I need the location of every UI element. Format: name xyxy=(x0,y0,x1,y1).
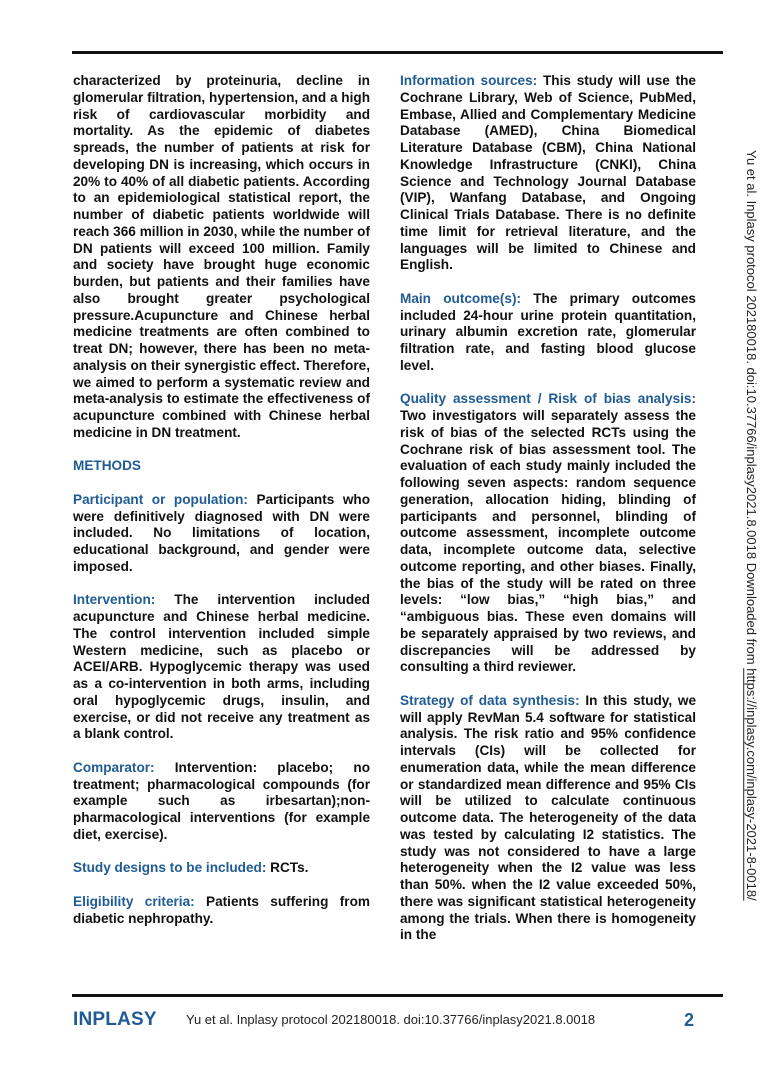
side-download-note xyxy=(744,150,759,901)
section-text: The primary outcomes included 24-hour urine protein quantitation, urinary albumin excretion rate, glomerular filtration rate, and fasting blood glucose level. xyxy=(400,290,696,373)
section-label: Comparator: xyxy=(73,759,155,775)
section-text: This study will use the Cochrane Library, Web of Science, PubMed, Embase, Allied and Complementary Medicine Database (AMED), China Biomedical Literature Database (CBM), China National Knowledge Infrastructure (CNKI), China Science and Technology Journal Database (VIP), Wanfang Database, and Ongoing Clinical Trials Database. There is no definite time limit for retrieval literature, and the languages will be limited to Chinese and English. xyxy=(400,73,696,273)
section-text: Two investigators will separately assess the risk of bias of the selected RCTs using the Cochrane risk of bias assessment tool. The evaluation of each study mainly included the following seven aspects: random sequence generation, allocation hiding, blinding of participants and personnel, blinding of outcome assessment, incomplete outcome data, incomplete outcome data, selective outcome reporting, and other biases. Finally, the bias of the study will be rated on three levels: “low bias,” “high bias,” and “ambiguous bias. These even domains will be separately appraised by two reviews, and discrepancies will be addressed by consulting a third reviewer. xyxy=(400,408,696,675)
section-main-outcomes xyxy=(400,291,696,375)
section-study-designs xyxy=(73,860,370,877)
section-text: Participants who were definitively diagnosed with DN were included. No limitations of location, educational background, and gender were imposed. xyxy=(73,491,370,574)
section-text: The intervention included acupuncture and Chinese herbal medicine. The control intervention included simple Western medicine, such as placebo or ACEI/ARB. Hypoglycemic therapy was used as a co-intervention in both arms, including oral hypoglycemic drugs, insulin, and exercise, or did not receive any treatment as a blank control. xyxy=(73,592,370,742)
section-label: Intervention: xyxy=(73,592,156,608)
section-text: RCTs. xyxy=(266,860,309,876)
section-label: Participant or population: xyxy=(73,491,248,507)
section-text: Intervention: placebo; no treatment; pharmacological compounds (for example such as irbesartan);non-pharmacological interventions (for example diet, exercise). xyxy=(73,759,370,842)
section-text: Patients suffering from diabetic nephropathy. xyxy=(73,893,370,926)
section-text: In this study, we will apply RevMan 5.4 software for statistical analysis. The risk ratio and 95% confidence intervals (CIs) will be collected for enumeration data, while the mean difference or standardized mean difference and 95% CIs will be utilized to calculate continuous outcome data. The heterogeneity of the data was tested by calculating I2 statistics. The study was not considered to have a large heterogeneity when the I2 value was less than 50%. when the I2 value exceeded 50%, there was significant statistical heterogeneity among the trials. When there is homogeneity in the xyxy=(400,692,696,943)
footer-rule xyxy=(72,994,723,997)
section-label: Study designs to be included: xyxy=(73,860,267,876)
right-column xyxy=(400,73,696,961)
section-label: Strategy of data synthesis: xyxy=(400,692,580,708)
download-link[interactable]: https://inplasy.com/inplasy-2021-8-0018/ xyxy=(744,668,759,901)
section-information-sources xyxy=(400,73,696,274)
section-participants xyxy=(73,492,370,576)
page-number: 2 xyxy=(684,1010,695,1030)
section-comparator xyxy=(73,760,370,844)
section-eligibility xyxy=(73,894,370,928)
section-label: Information sources: xyxy=(400,73,538,88)
section-risk-of-bias xyxy=(400,391,696,676)
left-column xyxy=(73,73,370,944)
section-label: Main outcome(s): xyxy=(400,290,521,306)
header-rule xyxy=(72,51,723,54)
methods-heading: METHODS xyxy=(73,458,141,474)
journal-logo: INPLASY xyxy=(73,1009,157,1030)
section-data-synthesis xyxy=(400,693,696,944)
side-note-text: Yu et al. Inplasy protocol 202180018. doi:10.37766/inplasy2021.8.0018 Downloaded from xyxy=(744,150,759,669)
section-label: Eligibility criteria: xyxy=(73,893,195,909)
section-intervention xyxy=(73,592,370,743)
section-label: Quality assessment / Risk of bias analysis: xyxy=(400,391,696,407)
intro-paragraph: characterized by proteinuria, decline in glomerular filtration, hypertension, and a high risk of cardiovascular morbidity and mortality. As the epidemic of diabetes spreads, the number of patients at risk for developing DN is increasing, which occurs in 20% to 40% of all diabetic patients. According to an epidemiological statistical report, the number of diabetic patients worldwide will reach 366 million in 2030, while the number of DN patients will exceed 100 million. Family and society have brought huge economic burden, but patients and their families have also brought greater psychological pressure.Acupuncture and Chinese herbal medicine treatments are often combined to treat DN; however, there has been no meta-analysis on their synergistic effect. Therefore, we aimed to perform a systematic review and meta-analysis to estimate the effectiveness of acupuncture combined with Chinese herbal medicine in DN treatment. xyxy=(73,73,370,440)
footer-citation: Yu et al. Inplasy protocol 202180018. doi:10.37766/inplasy2021.8.0018 xyxy=(186,1012,596,1027)
